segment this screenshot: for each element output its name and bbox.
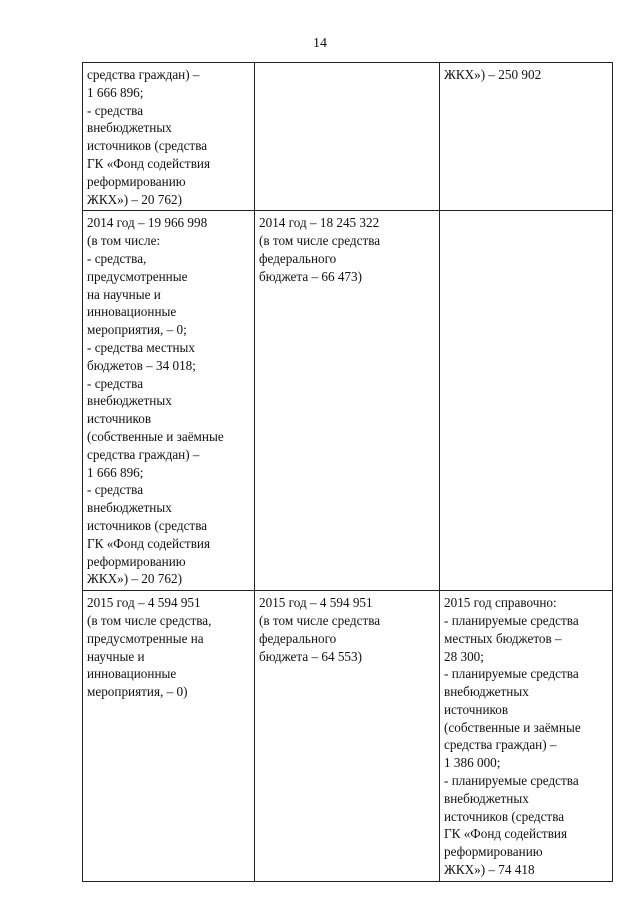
table-cell-federal: 2015 год – 4 594 951 (в том числе средства федерального бюджета – 64 553) (255, 591, 440, 882)
table-cell-reference: ЖКХ») – 250 902 (440, 63, 613, 211)
table-row (83, 63, 613, 211)
table-row (83, 591, 613, 882)
table-cell-federal: 2014 год – 18 245 322 (в том числе средства федерального бюджета – 66 473) (255, 211, 440, 591)
table-cell-total: 2015 год – 4 594 951 (в том числе средства, предусмотренные на научные и инновационные мероприятия, – 0) (83, 591, 255, 882)
table-cell-reference: 2015 год справочно: - планируемые средства местных бюджетов – 28 300; - планируемые средства внебюджетных источников (собственные и заёмные средства граждан) – 1 386 000; - планируемые средства внебюджетных источников (средства ГК «Фонд содействия реформированию ЖКХ») – 74 418 (440, 591, 613, 882)
table-row (83, 211, 613, 591)
funding-table (82, 62, 613, 882)
page-number: 14 (313, 36, 327, 51)
table-cell-federal (255, 63, 440, 211)
table-cell-reference (440, 211, 613, 591)
table-cell-total: средства граждан) – 1 666 896; - средства внебюджетных источников (средства ГК «Фонд содействия реформированию ЖКХ») – 20 762) (83, 63, 255, 211)
table-cell-total: 2014 год – 19 966 998 (в том числе: - средства, предусмотренные на научные и инновационные мероприятия, – 0; - средства местных бюджетов – 34 018; - средства внебюджетных источников (собственные и заёмные средства граждан) – 1 666 896; - средства внебюджетных источников (средства ГК «Фонд содействия реформированию ЖКХ») – 20 762) (83, 211, 255, 591)
